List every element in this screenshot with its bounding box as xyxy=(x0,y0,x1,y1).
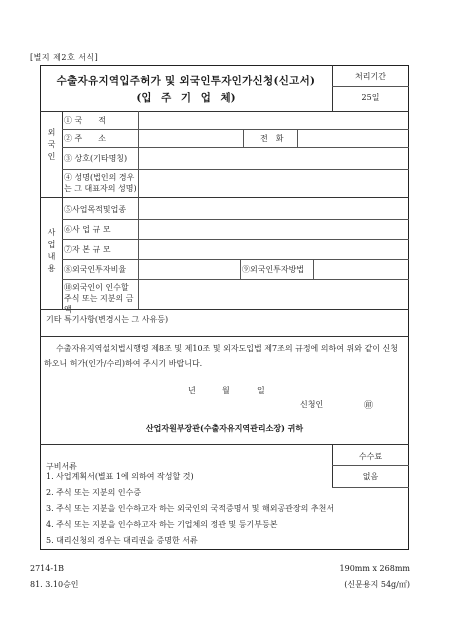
attachments-list xyxy=(46,469,406,549)
investment-ratio-label: ⑧외국인투자비율 xyxy=(64,265,127,274)
attachment-item: 1. 사업계획서(별표 1에 의하여 작성할 것) xyxy=(46,472,194,481)
seal-mark: ㊞ xyxy=(364,401,374,411)
phone-label: 전 화 xyxy=(260,134,284,143)
divider xyxy=(62,197,63,309)
business-purpose-field[interactable] xyxy=(139,198,408,218)
divider xyxy=(332,465,409,466)
processing-period-value: 25일 xyxy=(361,93,380,102)
form-subtitle: (입 주 기 업 체) xyxy=(136,92,236,104)
fee-value: 없음 xyxy=(362,472,379,481)
other-matters-label: 기타 특기사항(변경시는 그 사유등) xyxy=(46,315,169,324)
attachments-title: 구비서류 xyxy=(46,462,77,471)
address-label: ② 주 소 xyxy=(64,134,106,143)
investment-ratio-field[interactable] xyxy=(139,260,239,278)
business-purpose-label: ⑤사업목적및업종 xyxy=(64,205,127,214)
stock-amount-label: ⑩외국인이 인수할 주식 또는 지분의 금액 xyxy=(64,283,134,314)
trade-name-field[interactable] xyxy=(139,148,408,168)
divider xyxy=(332,86,409,87)
day-label: 일 xyxy=(257,386,265,395)
attachment-item: 5. 대리신청의 경우는 대리권을 증명한 서류 xyxy=(46,536,198,545)
divider xyxy=(243,129,244,147)
attachment-item: 3. 주식 또는 지분을 인수하고자 하는 외국인의 국적증명서 및 해외공관장의 추천서 xyxy=(46,504,335,513)
stock-amount-field[interactable] xyxy=(139,280,408,308)
declaration-text: 수출자유지역설치법시행령 제8조 및 제10조 및 외자도입법 제7조의 규정에 의하여 위와 같이 신청하오니 허가(인가/수리)하여 주시기 바랍니다. xyxy=(44,344,398,368)
addressee: 산업자원부장관(수출자유지역관리소장) 귀하 xyxy=(145,423,304,433)
phone-field[interactable] xyxy=(298,130,408,147)
divider xyxy=(40,309,409,310)
fee-label: 수수료 xyxy=(358,452,383,461)
address-field[interactable] xyxy=(139,130,242,147)
divider xyxy=(62,111,63,197)
divider xyxy=(40,444,409,445)
form-code: 2714-1B xyxy=(30,564,65,573)
paper-size: 190mm x 268mm xyxy=(339,564,410,573)
month-label: 월 xyxy=(222,386,230,395)
trade-name-label: ③ 상호(기타명칭) xyxy=(64,154,128,163)
investment-method-label: ⑨외국인투자방법 xyxy=(242,265,305,274)
business-scale-field[interactable] xyxy=(139,220,408,238)
nationality-field[interactable] xyxy=(139,112,408,128)
attachment-item: 4. 주식 또는 지분을 인수하고자 하는 기업체의 정관 및 등기부등본 xyxy=(46,520,278,529)
applicant-label: 신청인 xyxy=(300,400,324,409)
capital-scale-field[interactable] xyxy=(139,240,408,258)
name-field[interactable] xyxy=(139,170,408,196)
business-section-label: 사업내용 xyxy=(47,228,56,276)
foreigner-section-label: 외국인 xyxy=(47,128,56,164)
divider xyxy=(40,336,409,337)
approval-date: 81. 3.10승인 xyxy=(30,580,79,589)
nationality-label: ① 국 적 xyxy=(64,116,106,125)
paper-spec: (신문용지 54g/㎡) xyxy=(344,580,410,589)
business-scale-label: ⑥사 업 규 모 xyxy=(64,225,111,234)
form-label: [별지 제2호 서식] xyxy=(30,53,99,62)
capital-scale-label: ⑦자 본 규 모 xyxy=(64,245,111,254)
year-label: 년 xyxy=(188,386,196,395)
name-label: ④ 성명(법인의 경우는 그 대표자의 성명) xyxy=(64,173,137,193)
form-title: 수출자유지역입주허가 및 외국인투자인가신청(신고서) xyxy=(56,75,316,87)
divider xyxy=(240,259,241,279)
attachment-item: 2. 주식 또는 지분의 인수증 xyxy=(46,488,142,497)
investment-method-field[interactable] xyxy=(314,260,408,278)
processing-period-label: 처리기간 xyxy=(355,72,386,81)
other-matters-field[interactable] xyxy=(41,326,408,334)
